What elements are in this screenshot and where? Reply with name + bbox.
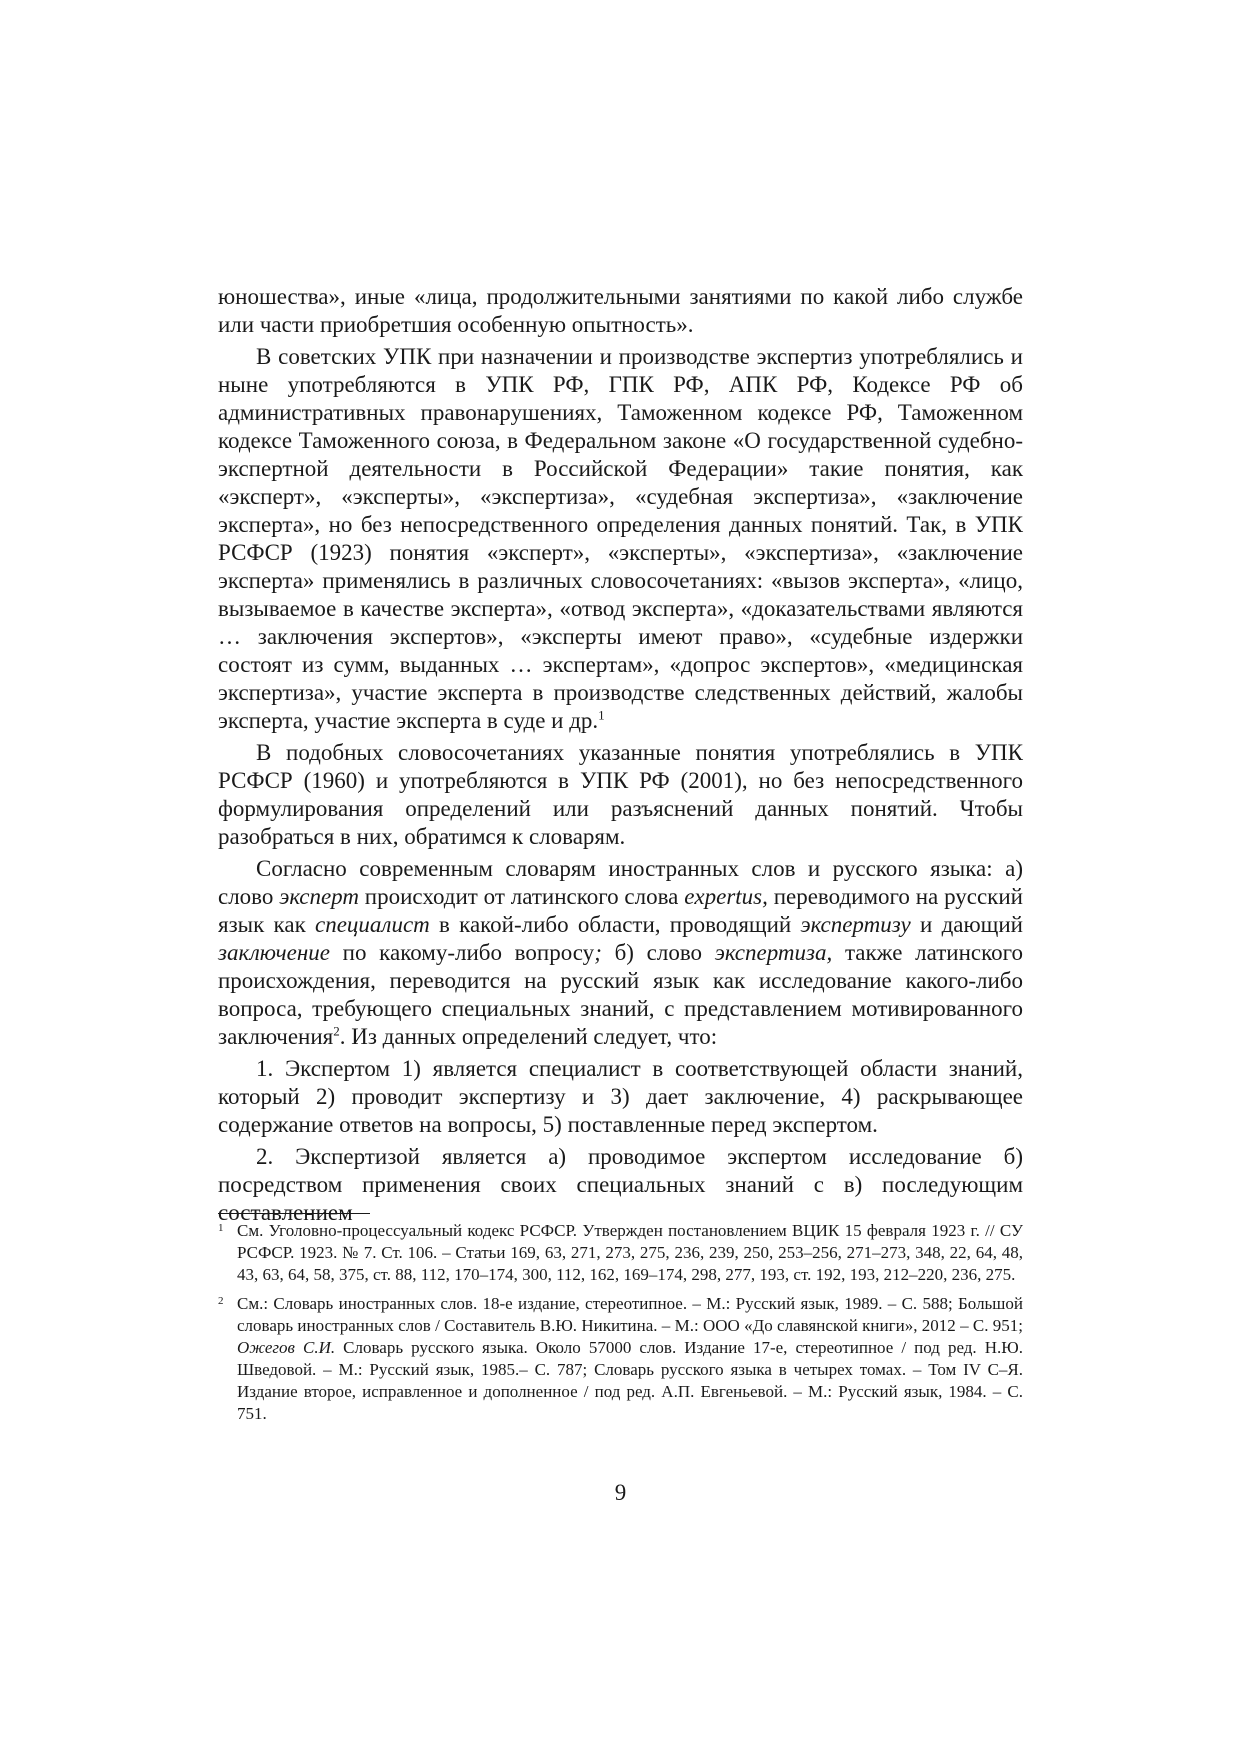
text-run: происходит от латинского слова <box>358 884 685 909</box>
footnote-text: См.: Словарь иностранных слов. 18-е издание, стереотипное. – М.: Русский язык, 1989. – С. 588; Большой словарь иностранных слов / Составитель В.Ю. Никитина. – М.: ООО «До славянской книги», 2012 – С. 951; <box>237 1294 1023 1335</box>
italic-term: экспертизу <box>800 912 911 937</box>
paragraph-soviet-codes <box>218 343 1023 735</box>
footnotes <box>218 1213 1023 1432</box>
text-run: . Из данных определений следует, что: <box>339 1024 718 1049</box>
text-run: также латинского происхождения, переводится на русский язык как исследование какого-либо вопроса, требующего специальных знаний, с представлением мотивированного заключения <box>218 940 1024 1049</box>
footnote-mark: 1 <box>218 1222 224 1234</box>
italic-term: специалист <box>315 912 430 937</box>
paragraph-similar-phrases: В подобных словосочетаниях указанные понятия употреблялись в УПК РСФСР (1960) и употребляются в УПК РФ (2001), но без непосредственного формулирования определений или разъяснений данных понятий. Чтобы разобраться в них, обратимся к словарям. <box>218 740 1023 849</box>
footnote-text: См. Уголовно-процессуальный кодекс РСФСР. Утвержден постановлением ВЦИК 15 февраля 1923 г. // СУ РСФСР. 1923. № 7. Ст. 106. – Статьи 169, 63, 271, 273, 275, 236, 239, 250, 253–256, 271–273, 348, 22, 64, 48, 43, 63, 64, 58, 375, ст. 88, 112, 170–174, 300, 112, 162, 169–174, 298, 277, 193, ст. 192, 193, 212–220, 236, 275. <box>237 1221 1023 1284</box>
italic-term: заключение <box>218 940 330 965</box>
paragraph-dictionaries <box>218 855 1023 1051</box>
paragraph-expertise-definition: 2. Экспертизой является а) проводимое экспертом исследование б) посредством применения своих специальных знаний с в) последующим составлением <box>218 1144 1023 1225</box>
italic-term: expertus, <box>684 884 768 909</box>
text-run: переводимого на русский язык как <box>218 884 1023 937</box>
footnote-1 <box>218 1220 1023 1286</box>
paragraph-expert-definition: 1. Экспертом 1) является специалист в соответствующей области знаний, который 2) проводит экспертизу и 3) дает заключение, 4) раскрывающее содержание ответов на вопросы, 5) поставленные перед экспертом. <box>218 1056 1023 1137</box>
page-number: 9 <box>614 1480 627 1505</box>
italic-term: экспертиза, <box>714 940 833 965</box>
footnote-2 <box>218 1293 1023 1425</box>
paragraph-continuation: юношества», иные «лица, продолжительными занятиями по какой либо службе или части приобретшия особенную опытность». <box>218 284 1023 337</box>
footnote-author: Ожегов С.И. <box>237 1338 336 1357</box>
text-run: б) слово <box>601 940 715 965</box>
italic-term: эксперт <box>279 884 359 909</box>
text-run: в какой-либо области, проводящий <box>429 912 801 937</box>
paragraph-text: В советских УПК при назначении и производстве экспертиз употреблялись и ныне употребляются в УПК РФ, ГПК РФ, АПК РФ, Кодексе РФ об административных правонарушениях, Таможенном кодексе РФ, Таможенном кодексе Таможенного союза, в Федеральном законе «О государственной судебно-экспертной деятельности в Российской Федерации» такие понятия, как «эксперт», «эксперты», «экспертиза», «судебная экспертиза», «заключение эксперта», но без непосредственного определения данных понятий. Так, в УПК РСФСР (1923) понятия «эксперт», «эксперты», «экспертиза», «заключение эксперта» применялись в различных словосочетаниях: «вызов эксперта», «лицо, вызываемое в качестве эксперта», «отвод эксперта», «доказательствами являются … заключения экспертов», «эксперты имеют право», «судебные издержки состоят из сумм, выданных … экспертам», «допрос экспертов», «медицинская экспертиза», участие эксперта в производстве следственных действий, жалобы эксперта, участие эксперта в суде и др. <box>218 344 1023 733</box>
text-run: по какому-либо вопросу <box>329 940 595 965</box>
footnote-ref-2[interactable]: 2 <box>333 1023 340 1039</box>
text-run: и дающий <box>910 912 1023 937</box>
italic-term: ; <box>594 940 602 965</box>
footnote-text: Словарь русского языка. Около 57000 слов. Издание 17-е, стереотипное / под ред. Н.Ю. Шведовой. – М.: Русский язык, 1985.– С. 787; Словарь русского языка в четырех томах. – Том IV С–Я. Издание второе, исправленное и дополненное / под ред. А.П. Евгеньевой. – М.: Русский язык, 1984. – С. 751. <box>237 1338 1023 1423</box>
footnote-separator <box>218 1213 370 1214</box>
footnote-mark: 2 <box>218 1295 224 1307</box>
text-run: Согласно современным словарям иностранных слов и русского языка: а) слово <box>218 856 1023 909</box>
body-text <box>218 283 1023 1227</box>
footnote-ref-1[interactable]: 1 <box>598 707 605 723</box>
